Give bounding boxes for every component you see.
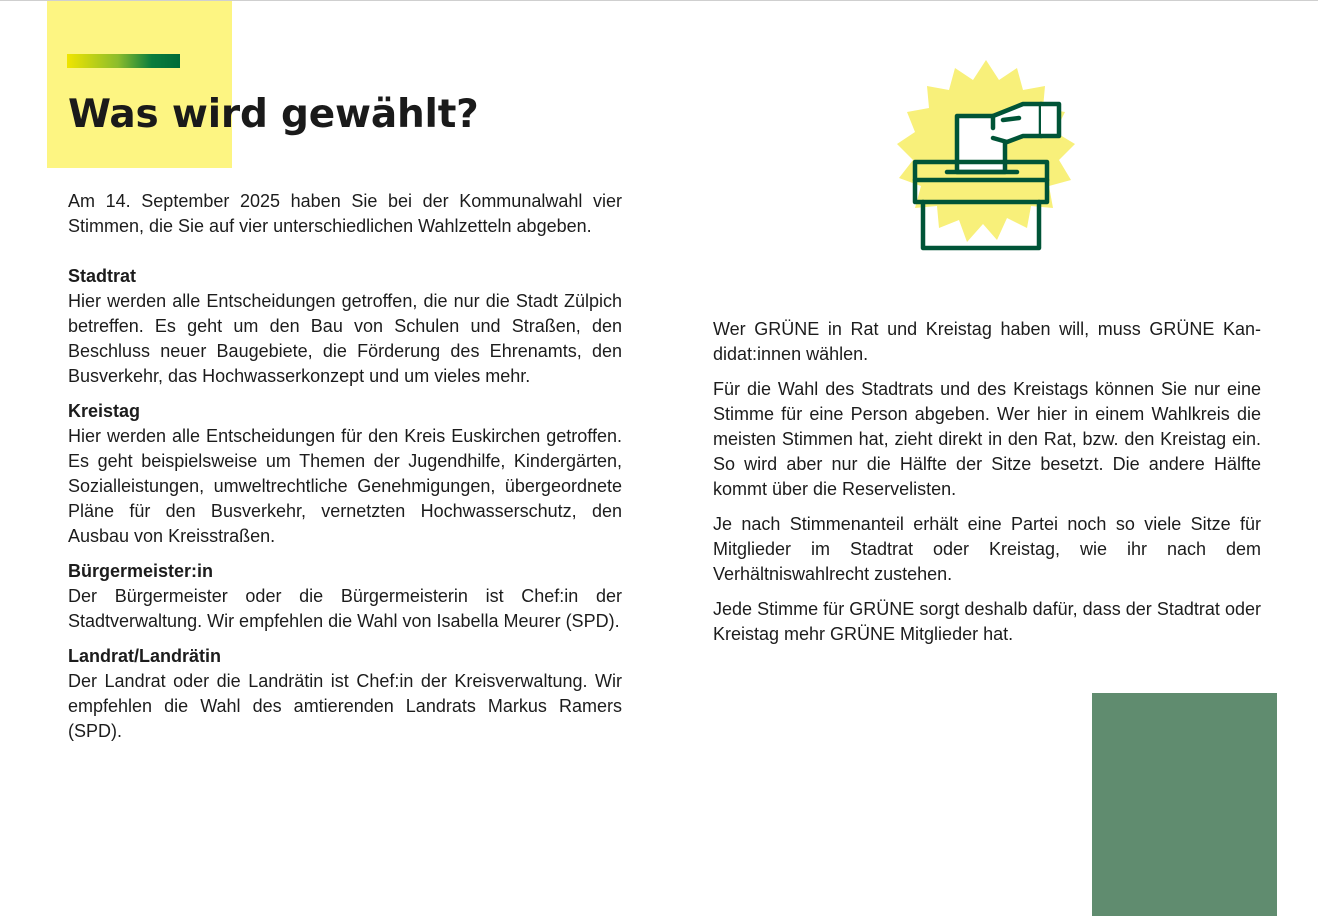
page-title: Was wird gewählt?	[68, 92, 479, 137]
section-text: Hier werden alle Entscheidungen für den Kreis Euskirchen getroffen. Es geht beispielsweise um Themen der Jugendhilfe, Kindergärten, Sozialleistungen, umweltrechtliche Genehmigungen, übergeordnete Pläne für den Busverkehr, vernetzten Hochwasserschutz, den Ausbau von Kreisstraßen.	[68, 426, 622, 546]
section-text: Der Landrat oder die Landrätin ist Chef:in der Kreisverwaltung. Wir empfehlen die Wahl des amtierenden Landrats Markus Ramers (SPD).	[68, 671, 622, 741]
paragraph: Wer GRÜNE in Rat und Kreistag haben will, muss GRÜNE Kandidat:innen wählen.	[713, 319, 1261, 364]
section-heading: Bürgermeister:in	[68, 561, 214, 581]
left-column	[68, 189, 622, 754]
intro-paragraph: Am 14. September 2025 haben Sie bei der Kommunalwahl vier Stimmen, die Sie auf vier unterschiedlichen Wahlzetteln abgeben.	[68, 191, 622, 236]
gradient-accent-bar	[67, 54, 180, 68]
section-landrat	[68, 644, 622, 744]
hand-finger	[1003, 118, 1019, 120]
ballot-box-icon	[893, 58, 1079, 254]
paragraph: Jede Stimme für GRÜNE sorgt deshalb dafür, dass der Stadtrat oder Kreistag mehr GRÜNE Mitglieder hat.	[713, 599, 1261, 644]
section-heading: Stadtrat	[68, 266, 137, 286]
section-stadtrat	[68, 264, 622, 389]
right-column	[713, 317, 1261, 657]
hand-cuff	[1041, 104, 1059, 136]
yellow-accent-block	[47, 1, 232, 168]
paragraph: Je nach Stimmenanteil erhält eine Partei noch so viele Sitze für Mitglieder im Stadtrat oder Kreistag, wie ihr nach dem Verhältniswahlrecht zustehen.	[713, 514, 1261, 584]
section-text: Der Bürgermeister oder die Bürgermeisterin ist Chef:in der Stadtverwaltung. Wir empfehlen die Wahl von Isabella Meurer (SPD).	[68, 586, 622, 631]
section-heading: Kreistag	[68, 401, 141, 421]
green-accent-block	[1092, 693, 1277, 916]
section-heading: Landrat/Landrätin	[68, 646, 222, 666]
section-text: Hier werden alle Entscheidungen getroffen, die nur die Stadt Zülpich betreffen. Es geht um den Bau von Schulen und Straßen, den Beschluss neuer Baugebiete, die Förderung des Ehrenamts, den Busverkehr, das Hochwasserkonzept und um vieles mehr.	[68, 291, 622, 386]
section-buergermeister	[68, 559, 622, 634]
section-kreistag	[68, 399, 622, 549]
paragraph: Für die Wahl des Stadtrats und des Kreistags können Sie nur eine Stimme für eine Person abgeben. Wer hier in einem Wahlkreis die meisten Stimmen hat, zieht direkt in den Rat, bzw. den Kreistag ein. So wird aber nur die Hälfte der Sitze besetzt. Die andere Hälfte kommt über die Reservelisten.	[713, 379, 1261, 499]
